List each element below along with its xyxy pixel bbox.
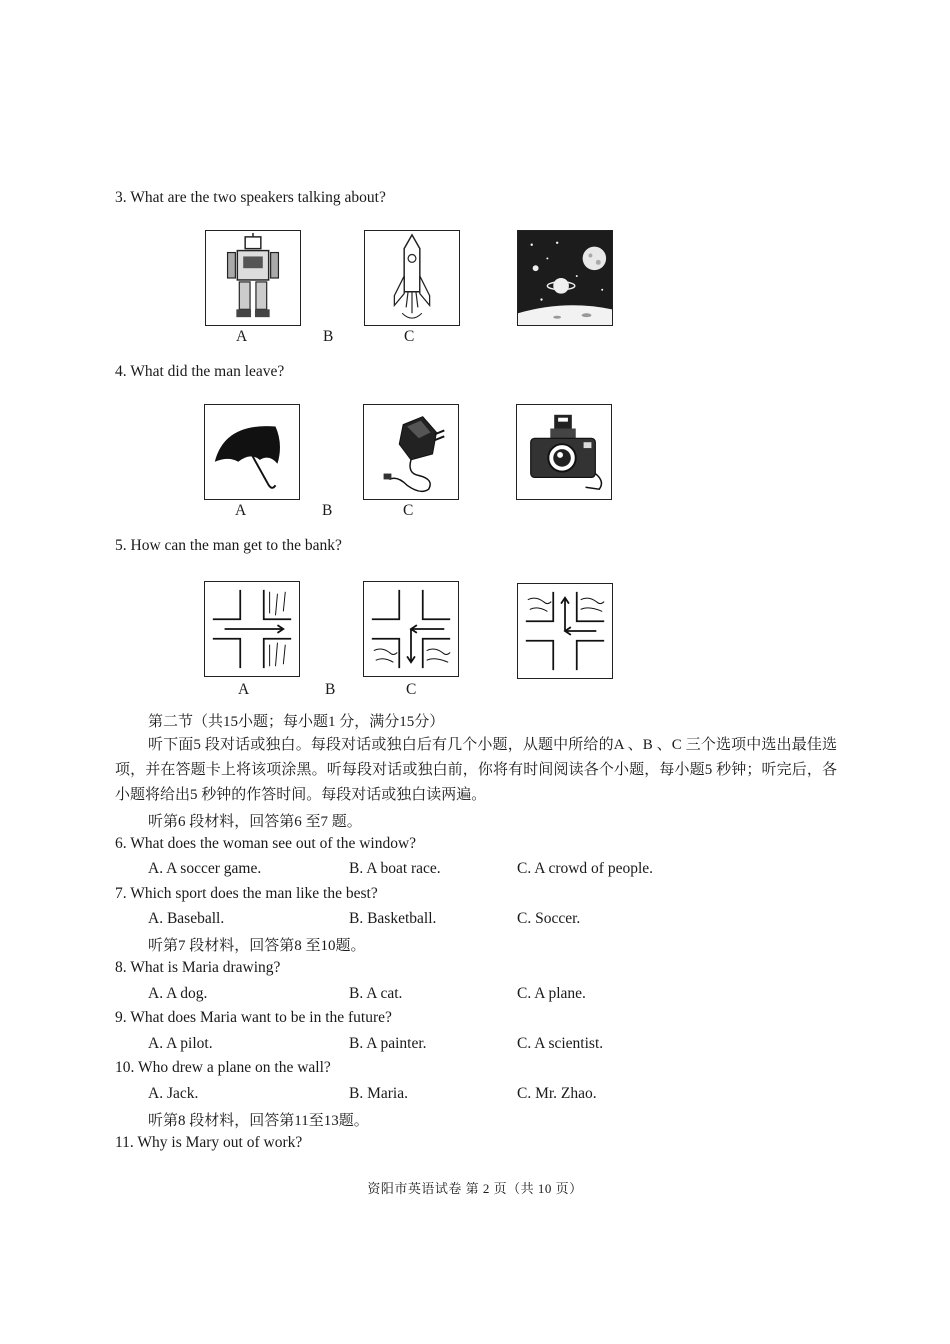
- label-b: B: [322, 502, 333, 519]
- camera-icon: [516, 404, 612, 500]
- question-8: 8. What is Maria drawing?: [115, 959, 281, 976]
- label-b: B: [323, 328, 334, 345]
- charger-icon: [363, 404, 459, 500]
- option-a: A. Baseball.: [148, 910, 225, 927]
- route-map-b-icon: [363, 581, 459, 677]
- page-footer: 资阳市英语试卷 第 2 页（共 10 页）: [367, 1181, 583, 1196]
- label-c: C: [403, 502, 414, 519]
- question-6: 6. What does the woman see out of the window?: [115, 835, 417, 852]
- material-note: 听第6 段材料，回答第6 至7 题。: [148, 814, 362, 830]
- option-b: B. A painter.: [349, 1035, 427, 1052]
- umbrella-icon: [204, 404, 300, 500]
- rocket-icon: [364, 230, 460, 326]
- option-a: A. A dog.: [148, 985, 208, 1002]
- option-b: B. Basketball.: [349, 910, 437, 927]
- robot-icon: [205, 230, 301, 326]
- question-10: 10. Who drew a plane on the wall?: [115, 1059, 331, 1076]
- option-a: A. A pilot.: [148, 1035, 213, 1052]
- question-4: 4. What did the man leave?: [115, 363, 285, 380]
- label-c: C: [406, 681, 417, 698]
- option-a: A. Jack.: [148, 1085, 199, 1102]
- option-c: C. Soccer.: [517, 910, 581, 927]
- material-note: 听第7 段材料，回答第8 至10题。: [148, 938, 366, 954]
- question-7: 7. Which sport does the man like the best?: [115, 885, 378, 902]
- label-a: A: [236, 328, 248, 345]
- section-instructions: 听下面5 段对话或独白。每段对话或独白后有几个小题，从题中所给的A 、B 、C 三个选项中选出最佳选项，并在答题卡上将该项涂黑。听每段对话或独白前，你将有时间阅读各个小题，每小题5 秒钟；听完后，各小题将给出5 秒钟的作答时间。每段对话或独白读两遍。: [115, 737, 837, 803]
- label-a: A: [235, 502, 247, 519]
- space-planets-icon: [517, 230, 613, 326]
- section-heading: 第二节（共15小题；每小题1 分，满分15分）: [148, 714, 445, 730]
- option-a: A. A soccer game.: [148, 860, 262, 877]
- option-c: C. A scientist.: [517, 1035, 604, 1052]
- option-b: B. Maria.: [349, 1085, 408, 1102]
- option-c: C. A crowd of people.: [517, 860, 654, 877]
- option-c: C. Mr. Zhao.: [517, 1085, 597, 1102]
- question-3: 3. What are the two speakers talking about?: [115, 189, 386, 206]
- route-map-c-icon: [517, 583, 613, 679]
- option-b: B. A cat.: [349, 985, 403, 1002]
- label-a: A: [238, 681, 250, 698]
- material-note: 听第8 段材料，回答第11至13题。: [148, 1113, 369, 1129]
- option-c: C. A plane.: [517, 985, 586, 1002]
- question-11: 11. Why is Mary out of work?: [115, 1134, 303, 1151]
- question-5: 5. How can the man get to the bank?: [115, 537, 342, 554]
- label-b: B: [325, 681, 336, 698]
- route-map-a-icon: [204, 581, 300, 677]
- label-c: C: [404, 328, 415, 345]
- option-b: B. A boat race.: [349, 860, 441, 877]
- question-9: 9. What does Maria want to be in the future?: [115, 1009, 392, 1026]
